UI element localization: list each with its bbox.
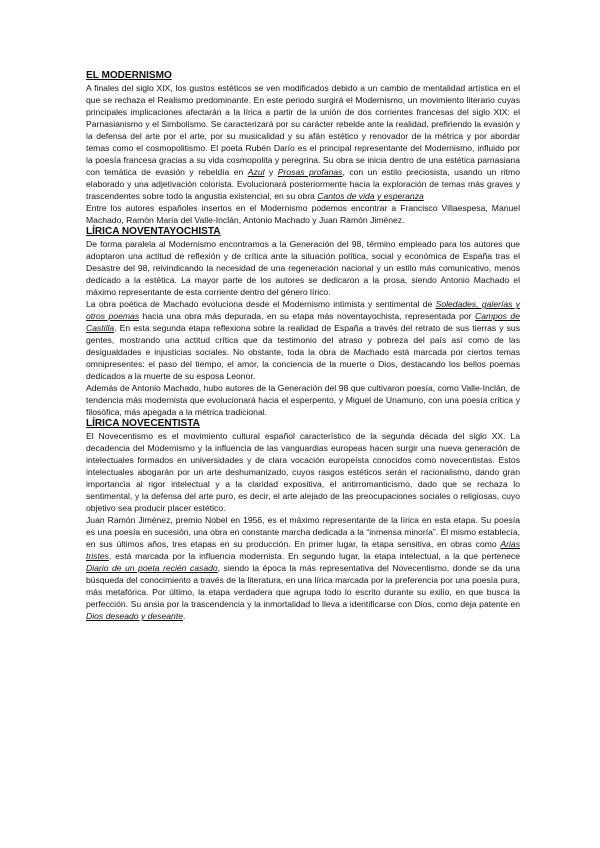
text-run: . (183, 611, 186, 621)
text-run: hacia una obra más depurada, en su etapa más noventayochista, representada por (139, 311, 475, 321)
paragraph-juan-ramon-jimenez (86, 514, 520, 622)
heading-lirica-noventayochista: LÍRICA NOVENTAYOCHISTA (86, 226, 221, 237)
title-soledades: Soledades, galerías y otros poemas (86, 299, 520, 321)
text-run: . En esta segunda etapa reflexiona sobre la realidad de España a través del retrato de sus tierras y sus gentes, mostrando una actitud crítica que da testimonio del atraso y pobreza del país así como de las desigualdades e injusticias sociales. No obstante, toda la obra de Machado está marcada por ciertos temas omnipresentes: el paso del tiempo, el amor, la conciencia de la muerte o Dios, destacando los bellos poemas dedicados a la muerte de su esposa Leonor. (86, 323, 520, 381)
title-diario-poeta: Diario de un poeta recién casado (86, 563, 218, 573)
title-dios-deseado: Dios deseado y deseante (86, 611, 183, 621)
text-run: , con un estilo preciosista, usando un ritmo elaborado y una adjetivación colorista. Evolucionará posteriormente hacia la exploración de temas más graves y trascendentes sobre todo la angustia existencial, en su obra (86, 167, 520, 201)
text-run: Juan Ramón Jiménez, premio Nobel en 1956, es el máximo representante de la lírica en esta etapa. Su poesía es una poesía en sucesión, una obra en constante marcha dedicada a la “inmensa minoría”. Él mismo establecía, en sus últimos años, tres etapas en su producción. En primer lugar, la etapa sensitiva, en obras como (86, 515, 520, 549)
heading-lirica-novecentista: LÍRICA NOVECENTISTA (86, 418, 200, 429)
text-run: A finales del siglo XIX, los gustos estéticos se ven modificados debido a un cambio de mentalidad artística en el que se rechaza el Realismo predominante. En este periodo surgirá el Modernismo, un movimiento literario cuyas principales implicaciones afectarán a la lírica a partir de la unión de dos corrientes francesas del siglo XIX: el Parnasianismo y el Simbolismo. Se caracterizará por su carácter rebelde ante la realidad, prefiriendo la evasión y la defensa del arte por el arte, por su musicalidad y su afán estético y renovador de la métrica y por abordar temas como el cosmopolitismo. El poeta Rubén Darío es el principal representante del Modernismo, influido por la poesía francesa gracias a su vida cosmopolita y peregrina. Su obra se inicia dentro de una estética parnasiana con temática de evasión y rebeldía en (86, 83, 520, 177)
paragraph-otros-autores-98: Además de Antonio Machado, hubo autores de la Generación del 98 que cultivaron poesía, como Valle-Inclán, de tendencia más modernista que evolucionará hacia el esperpento, y Miguel de Unamuno, con una poesía crítica y filosófica, más apegada a la métrica tradicional. (86, 383, 520, 417)
title-azul: Azul (247, 167, 265, 177)
paragraph-generacion-98: De forma paralela al Modernismo encontramos a la Generación del 98, término empleado para los autores que adoptaron una actitud de reflexión y de crítica ante la situación política, social y económica de España tras el Desastre del 98, reivindicando la necesidad de una regeneración nacional y un estilo más comunicativo, menos dedicado a la estética. La mayor parte de los autores se dedicaron a la prosa, siendo Antonio Machado el máximo representante de esta corriente dentro del género lírico. (86, 239, 520, 297)
text-run: La obra poética de Machado evoluciona desde el Modernismo intimista y sentimental de (86, 299, 436, 309)
paragraph-modernismo-intro (86, 82, 520, 202)
title-arias-tristes: Arias tristes (86, 539, 520, 561)
paragraph-machado (86, 298, 520, 382)
text-run: , está marcada por la influencia modernista. En segundo lugar, la etapa intelectual, a la que pertenece (108, 551, 520, 561)
heading-modernismo: EL MODERNISMO (86, 70, 172, 81)
title-cantos-de-vida: Cantos de vida y esperanza (317, 191, 424, 201)
paragraph-modernismo-autores: Entre los autores españoles insertos en el Modernismo podemos encontrar a Francisco Villaespesa, Manuel Machado, Ramón María del Valle-Inclán, Antonio Machado y Juan Ramón Jiménez. (86, 203, 520, 225)
paragraph-novecentismo: El Novecentismo es el movimiento cultural español característico de la segunda década del siglo XX. La decadencia del Modernismo y la influencia de las vanguardias europeas hacen surgir una nueva generación de intelectuales formados en universidades y de clara vocación europeísta conocidos como novecentistas. Estos intelectuales abogarán por un arte deshumanizado, cuyos rasgos estéticos serán el racionalismo, dando gran importancia al rigor intelectual y a la claridad expositiva, el antirromanticismo, dado que se rechaza lo sentimental, y la defensa del arte puro, es decir, el arte alejado de las preocupaciones sociales o religiosas, cuyo objetivo sea producir placer estético. (86, 431, 520, 513)
title-prosas-profanas: Prosas profanas (277, 167, 343, 177)
title-campos-de-castilla: Campos de Castilla (86, 311, 520, 333)
text-run: y (264, 167, 278, 177)
text-run: , siendo la época la más representativa del Novecentismo, donde se da una búsqueda del conocimiento a través de la literatura, en una lírica marcada por la preferencia por una poesía pura, más metafórica. Por último, la etapa verdadera que agrupa todo lo escrito durante su exilio, en que busca la perfección. Su ansia por la trascendencia y la inmortalidad lo lleva a identificarse con Dios, como deja patente en (86, 563, 520, 609)
document-page (86, 70, 520, 622)
